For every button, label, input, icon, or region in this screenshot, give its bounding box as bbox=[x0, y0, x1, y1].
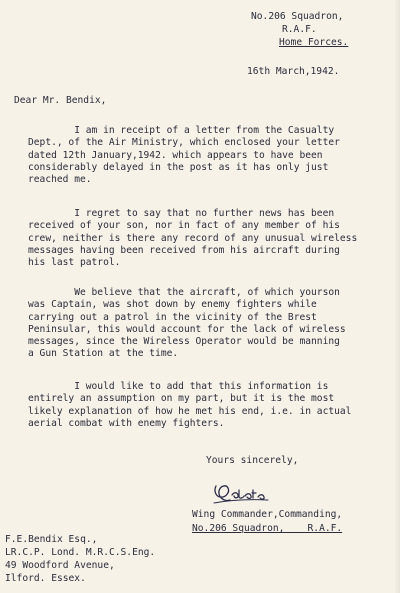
paragraph-line: received of your son, nor in fact of any member of his bbox=[28, 220, 340, 232]
recipient-street: 49 Woodford Avenue, bbox=[5, 560, 115, 571]
paragraph-belief bbox=[28, 287, 368, 361]
header-command: Home Forces. bbox=[279, 37, 349, 48]
handwritten-signature bbox=[212, 476, 282, 510]
paragraph-line: likely explanation of how he met his end, i.e. in actual bbox=[28, 405, 352, 417]
paragraph-line: a Gun Station at the time. bbox=[28, 348, 179, 360]
letter-date: 16th March,1942. bbox=[247, 66, 340, 77]
header-unit: No.206 Squadron, bbox=[251, 11, 344, 22]
paragraph-line: messages, since the Wireless Operator would be manning bbox=[28, 336, 340, 348]
paragraph-line: Dept., of the Air Ministry, which enclosed your letter bbox=[28, 137, 340, 149]
paragraph-line: considerably delayed in the post as it has only just bbox=[28, 161, 329, 173]
paragraph-assumption bbox=[28, 381, 368, 430]
recipient-name: F.E.Bendix Esq., bbox=[5, 534, 98, 545]
signatory-unit: No.206 Squadron, R.A.F. bbox=[192, 523, 343, 534]
paragraph-no-news bbox=[28, 208, 368, 269]
paragraph-line: carrying out a patrol in the vicinity of the Brest bbox=[28, 311, 317, 323]
paragraph-line: messages having been received from his aircraft during bbox=[28, 244, 340, 256]
paragraph-receipt bbox=[28, 125, 368, 186]
header-service: R.A.F. bbox=[282, 24, 317, 35]
paragraph-line: I am in receipt of a letter from the Casualty bbox=[28, 125, 335, 136]
page-edge-shadow bbox=[394, 0, 400, 593]
paragraph-line: reached me. bbox=[28, 174, 92, 186]
signatory-title: Wing Commander,Commanding, bbox=[192, 509, 343, 520]
paragraph-line: his last patrol. bbox=[28, 257, 121, 269]
paragraph-line: We believe that the aircraft, of which yourson bbox=[28, 287, 340, 298]
paragraph-line: was Captain, was shot down by enemy fighters while bbox=[28, 299, 317, 311]
paragraph-line: dated 12th January,1942. which appears to have been bbox=[28, 149, 323, 161]
paragraph-line: I regret to say that no further news has been bbox=[28, 208, 335, 219]
recipient-town: Ilford. Essex. bbox=[5, 573, 86, 584]
paragraph-line: Peninsular, this would account for the lack of wireless bbox=[28, 323, 346, 335]
recipient-qualifications: LR.C.P. Lond. M.R.C.S.Eng. bbox=[5, 547, 156, 558]
paragraph-line: I would like to add that this information is bbox=[28, 381, 329, 392]
paragraph-line: aerial combat with enemy fighters. bbox=[28, 417, 225, 429]
paragraph-line: entirely an assumption on my part, but it is the most bbox=[28, 393, 335, 405]
paragraph-line: crew, neither is there any record of any unusual wireless bbox=[28, 232, 358, 244]
closing: Yours sincerely, bbox=[206, 455, 299, 466]
salutation: Dear Mr. Bendix, bbox=[14, 95, 107, 106]
